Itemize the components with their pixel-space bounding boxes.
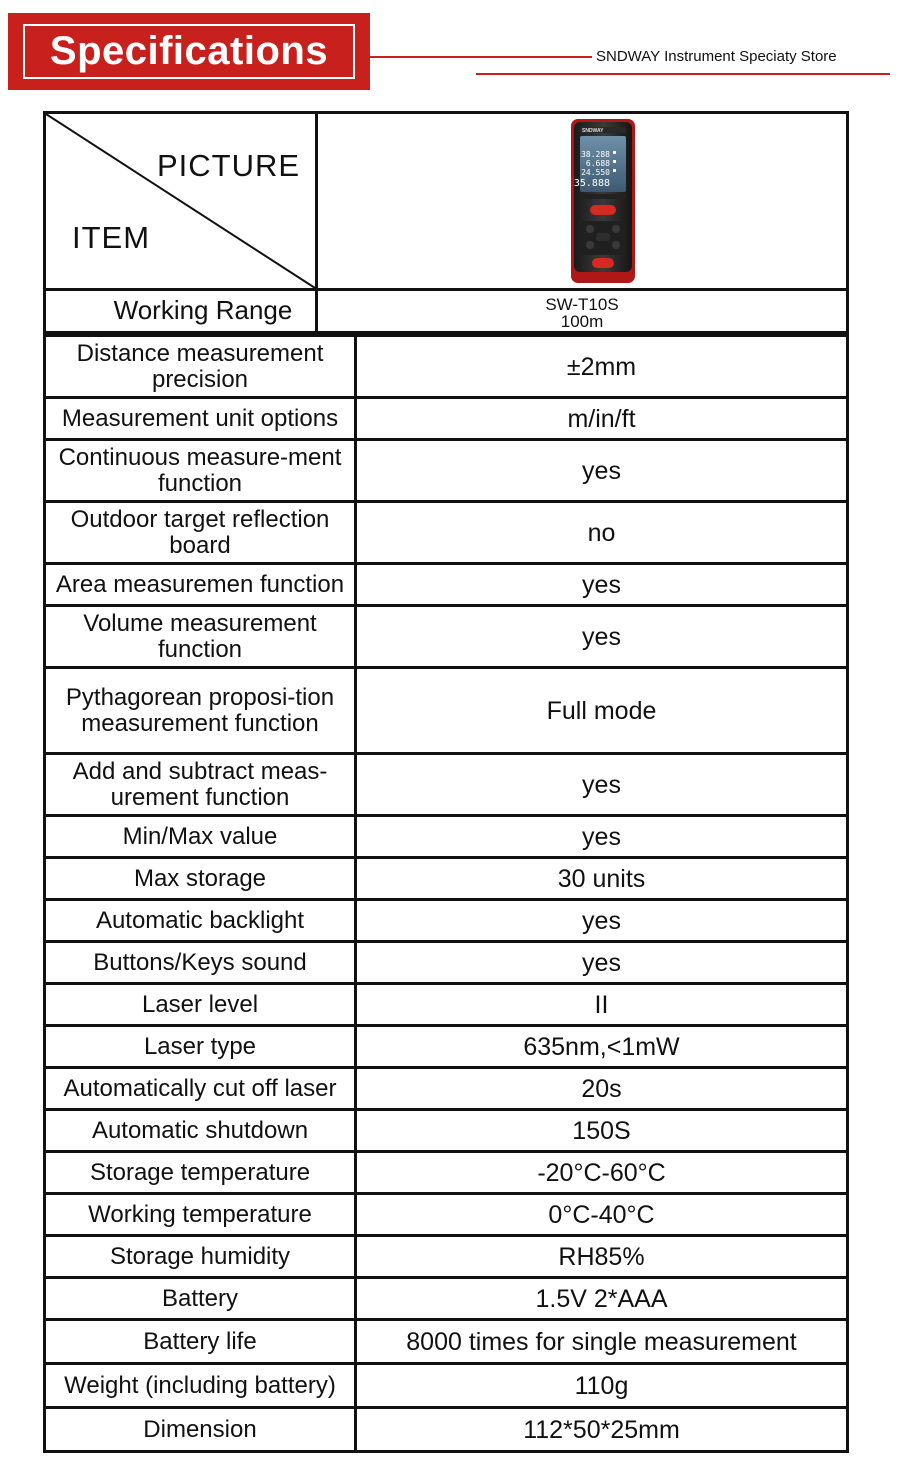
table-row xyxy=(45,606,848,668)
working-range-row xyxy=(43,291,849,334)
spec-item: Area measuremen function xyxy=(45,564,356,606)
spec-value: 1.5V 2*AAA xyxy=(356,1278,848,1320)
spec-value: 110g xyxy=(356,1364,848,1408)
store-name: SNDWAY Instrument Speciaty Store xyxy=(596,48,837,65)
spec-value: ±2mm xyxy=(356,336,848,398)
spec-value: yes xyxy=(356,816,848,858)
spec-item: Storage humidity xyxy=(45,1236,356,1278)
table-row xyxy=(45,1320,848,1364)
diagonal-divider xyxy=(46,114,315,288)
spec-value: yes xyxy=(356,942,848,984)
table-row xyxy=(45,1194,848,1236)
spec-value: Full mode xyxy=(356,668,848,754)
table-row xyxy=(45,668,848,754)
spec-item: Weight (including battery) xyxy=(45,1364,356,1408)
spec-value: -20°C-60°C xyxy=(356,1152,848,1194)
spec-value: 30 units xyxy=(356,858,848,900)
spec-value: no xyxy=(356,502,848,564)
spec-item: Pythagorean proposi-tion measurement function xyxy=(45,668,356,754)
spec-item: Measurement unit options xyxy=(45,398,356,440)
svg-text:24.550: 24.550 xyxy=(581,168,610,177)
spec-value: 112*50*25mm xyxy=(356,1408,848,1452)
spec-item: Battery xyxy=(45,1278,356,1320)
spec-item: Laser type xyxy=(45,1026,356,1068)
table-row xyxy=(45,984,848,1026)
spec-value: II xyxy=(356,984,848,1026)
table-row xyxy=(45,1236,848,1278)
spec-value: yes xyxy=(356,440,848,502)
model-range: 100m xyxy=(560,312,604,331)
table-row xyxy=(45,1110,848,1152)
header-badge-frame xyxy=(23,24,355,79)
table-row xyxy=(45,440,848,502)
spec-value: yes xyxy=(356,606,848,668)
spec-value: 635nm,<1mW xyxy=(356,1026,848,1068)
spec-value: 150S xyxy=(356,1110,848,1152)
table-row xyxy=(45,754,848,816)
spec-value: yes xyxy=(356,564,848,606)
spec-item: Automatically cut off laser xyxy=(45,1068,356,1110)
spec-item: Working temperature xyxy=(45,1194,356,1236)
column-divider xyxy=(315,114,318,288)
spec-item: Automatic shutdown xyxy=(45,1110,356,1152)
model-name: SW-T10S xyxy=(545,295,619,314)
spec-value: yes xyxy=(356,754,848,816)
spec-item: Battery life xyxy=(45,1320,356,1364)
header-divider-line xyxy=(370,56,592,58)
laser-distance-meter-image xyxy=(570,119,636,283)
table-row xyxy=(45,942,848,984)
spec-item: Min/Max value xyxy=(45,816,356,858)
spec-item: Distance measurement precision xyxy=(45,336,356,398)
svg-text:35.888: 35.888 xyxy=(573,178,610,189)
table-row xyxy=(45,1278,848,1320)
spec-item: Automatic backlight xyxy=(45,900,356,942)
page-title: Specifications xyxy=(49,29,329,73)
table-row xyxy=(45,1408,848,1452)
header-underline xyxy=(476,73,890,75)
spec-value: 20s xyxy=(356,1068,848,1110)
table-row xyxy=(45,858,848,900)
item-label: ITEM xyxy=(72,220,151,255)
working-range-label: Working Range xyxy=(113,295,293,325)
spec-table xyxy=(43,334,849,1453)
table-row xyxy=(45,1026,848,1068)
svg-text:SNDWAY: SNDWAY xyxy=(582,128,604,134)
picture-label: PICTURE xyxy=(157,148,301,183)
table-row xyxy=(45,900,848,942)
spec-value: m/in/ft xyxy=(356,398,848,440)
spec-item: Outdoor target reflection board xyxy=(45,502,356,564)
spec-item: Continuous measure-ment function xyxy=(45,440,356,502)
spec-value: 8000 times for single measurement xyxy=(356,1320,848,1364)
spec-value: RH85% xyxy=(356,1236,848,1278)
spec-item: Storage temperature xyxy=(45,1152,356,1194)
spec-item: Add and subtract meas-urement function xyxy=(45,754,356,816)
table-row xyxy=(45,502,848,564)
table-row xyxy=(45,1364,848,1408)
spec-item: Max storage xyxy=(45,858,356,900)
spec-item: Volume measurement function xyxy=(45,606,356,668)
spec-value: yes xyxy=(356,900,848,942)
table-row xyxy=(45,1068,848,1110)
spec-item: Buttons/Keys sound xyxy=(45,942,356,984)
table-row xyxy=(45,564,848,606)
picture-item-header xyxy=(43,111,849,291)
spec-item: Dimension xyxy=(45,1408,356,1452)
table-row xyxy=(45,816,848,858)
svg-text:38.288: 38.288 xyxy=(581,150,610,159)
header-badge xyxy=(8,13,370,90)
spec-item: Laser level xyxy=(45,984,356,1026)
table-row xyxy=(45,398,848,440)
spec-value: 0°C-40°C xyxy=(356,1194,848,1236)
table-row xyxy=(45,1152,848,1194)
svg-text:6.688: 6.688 xyxy=(585,159,610,168)
table-row xyxy=(45,336,848,398)
